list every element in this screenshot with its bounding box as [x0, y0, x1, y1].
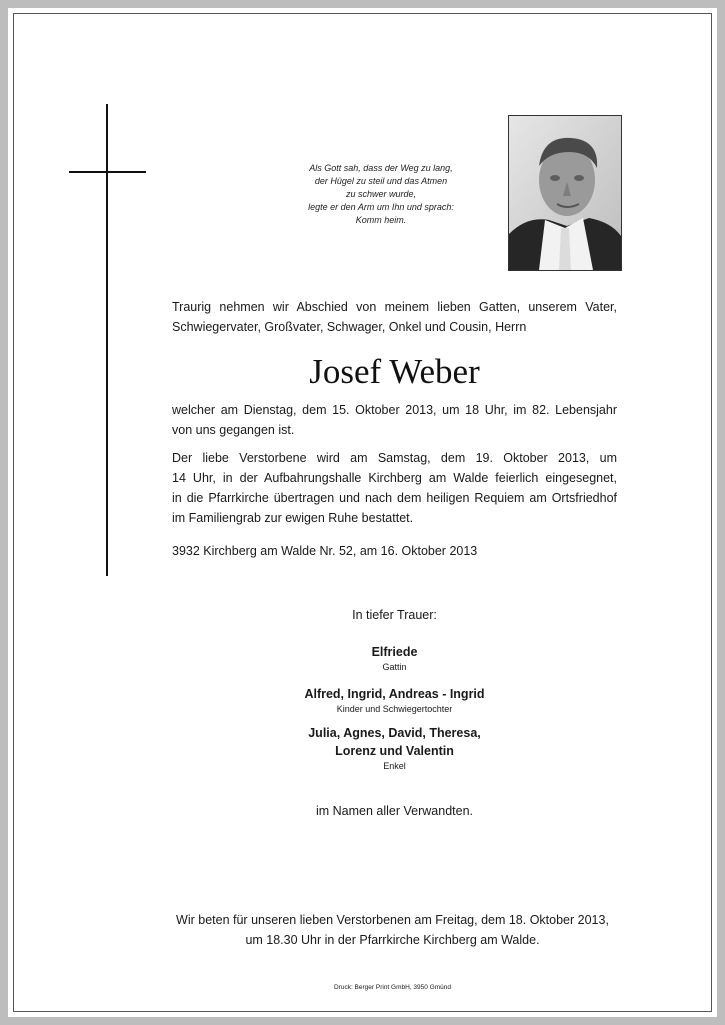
family-names: Elfriede — [371, 645, 418, 659]
death-notice — [172, 400, 617, 440]
family-relation: Gattin — [382, 662, 407, 672]
family-names: Lorenz und Valentin — [335, 744, 454, 758]
prayer-line: Wir beten für unseren lieben Verstorbenen am Freitag, dem 18. Oktober 2013, — [176, 913, 609, 927]
portrait-image — [509, 116, 621, 270]
prayer-invitation — [150, 910, 635, 950]
family-names: Julia, Agnes, David, Theresa, — [308, 726, 481, 740]
cross-icon-horizontal-beam — [69, 171, 146, 173]
prayer-line: um 18.30 Uhr in der Pfarrkirche Kirchberg am Walde. — [245, 933, 540, 947]
printer-credit: Druck: Berger Print GmbH, 3950 Gmünd — [333, 984, 452, 991]
family-relation: Kinder und Schwiegertochter — [336, 704, 453, 714]
death-line: von uns gegangen ist. — [172, 423, 295, 437]
mourning-heading: In tiefer Trauer: — [352, 608, 437, 622]
family-group-grandchildren — [172, 724, 617, 772]
farewell-intro — [172, 297, 617, 337]
intro-line: Traurig nehmen wir Abschied von meinem lieben Gatten, unserem Vater, — [172, 300, 617, 314]
funeral-line: in die Pfarrkirche übertragen und nach dem heiligen Requiem am Ortsfriedhof — [172, 491, 617, 505]
funeral-line: im Familiengrab zur ewigen Ruhe bestattet. — [172, 511, 414, 525]
funeral-line: Der liebe Verstorbene wird am Samstag, dem 19. Oktober 2013, um — [172, 451, 617, 465]
quote-line: der Hügel zu steil und das Atmen — [314, 176, 448, 186]
quote-line: zu schwer wurde, — [345, 189, 417, 199]
death-line: welcher am Dienstag, dem 15. Oktober 2013, um 18 Uhr, im 82. Lebensjahr — [172, 403, 617, 417]
quote-line: Als Gott sah, dass der Weg zu lang, — [309, 163, 453, 173]
family-group-children — [172, 685, 617, 715]
memorial-quote — [262, 162, 500, 227]
family-relation: Enkel — [383, 761, 406, 771]
family-names: Alfred, Ingrid, Andreas - Ingrid — [304, 687, 485, 701]
place-and-date: 3932 Kirchberg am Walde Nr. 52, am 16. Oktober 2013 — [172, 544, 478, 558]
on-behalf-closing: im Namen aller Verwandten. — [315, 804, 474, 818]
intro-line: Schwiegervater, Großvater, Schwager, Onkel und Cousin, Herrn — [172, 320, 527, 334]
quote-line: Komm heim. — [355, 215, 407, 225]
cross-icon-vertical-beam — [106, 104, 108, 576]
deceased-name: Josef Weber — [309, 352, 480, 391]
funeral-line: 14 Uhr, in der Aufbahrungshalle Kirchberg am Walde feierlich eingesegnet, — [172, 471, 617, 485]
family-group-spouse — [172, 643, 617, 673]
portrait-photo — [508, 115, 622, 271]
quote-line: legte er den Arm um Ihn und sprach: — [308, 202, 454, 212]
funeral-details — [172, 448, 617, 528]
